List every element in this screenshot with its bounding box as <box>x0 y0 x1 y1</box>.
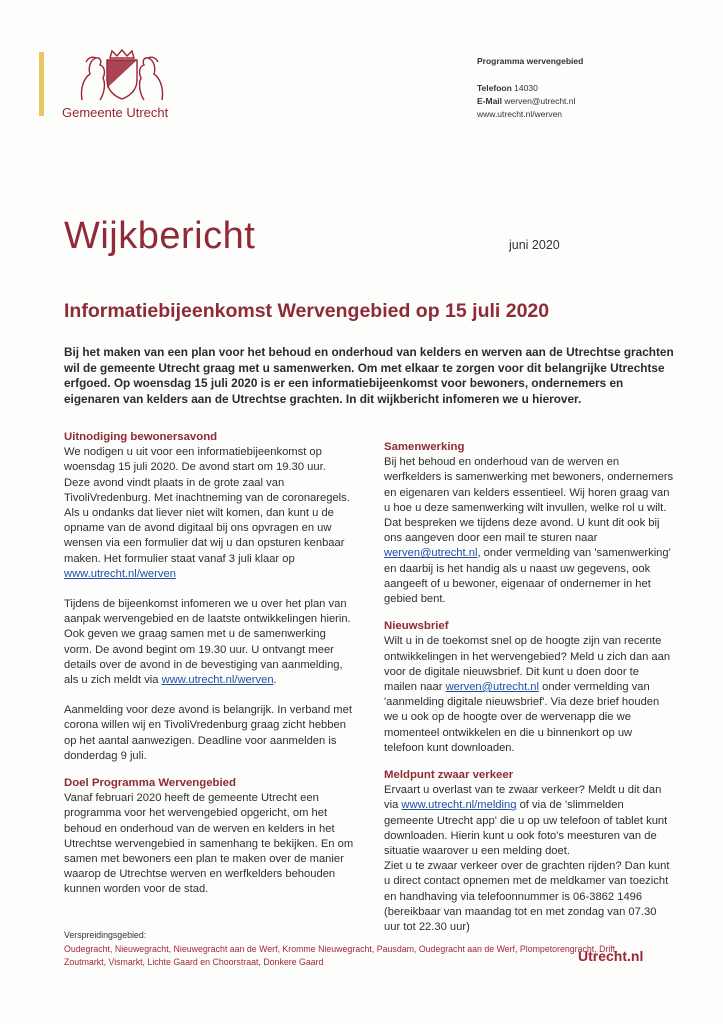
footer-brand[interactable]: Utrecht.nl <box>578 948 644 964</box>
contact-website[interactable]: www.utrecht.nl/werven <box>477 109 563 119</box>
phone-label: Telefoon <box>477 83 512 93</box>
nieuwsbrief-text: Wilt u in de toekomst snel op de hoogte zijn van recente ontwikkelingen in het wervengebied? Meld u zich dan aan voor de digitale nieuwsbrief. Dit kunt u doen door te mailen naar <box>384 635 671 694</box>
footer-label: Verspreidingsgebied: <box>64 930 147 940</box>
footer <box>64 929 624 970</box>
uitnodiging-text-2: Tijdens de bijeenkomst infomeren we u over het plan van aanpak wervengebied en de laatste ontwikkelingen hierin. Ook geven we graag samen met u de samenwerking vorm. De avond begint om 19.30 uur. U ontvangt meer details over de avond in de bevestiging van aanmelding, als u zich meldt via <box>64 598 351 687</box>
meldpunt-text-end: of via de 'slimmelden gemeente Utrecht app' die u op uw telefoon of tablet kunt downloaden. Hierin kunt u ook foto's meesturen van de situatie waarover u een melding doet. <box>384 799 668 858</box>
phone-value: 14030 <box>514 83 538 93</box>
doel-paragraph: Vanaf februari 2020 heeft de gemeente Utrecht een programma voor het wervengebied opgericht, om het behoud en onderhoud van de werven en kelders in het Utrechtse wervengebied in samenhang te bekijken. En om samen met bewoners een plan te maken over de manier waarop de Utrechtse werven en werfkelders behouden kunnen worden voor de stad. <box>64 792 354 896</box>
uitnodiging-paragraph-1 <box>64 445 354 582</box>
intro-paragraph: Bij het maken van een plan voor het behoud en onderhoud van kelders en werven aan de Utrechtse grachten wil de gemeente Utrecht graag met u samenwerken. Om met elkaar te zorgen voor dit belangrijke Utrechtse erfgoed. Op woensdag 15 juli 2020 is er een informatiebijeenkomst voor bewoners, ondernemers en eigenaren van kelders aan de Utrechtse grachten. In dit wijkbericht infomeren we u hierover. <box>64 345 674 406</box>
logo-text: Gemeente Utrecht <box>62 105 169 120</box>
email-label: E-Mail <box>477 96 503 106</box>
nieuwsbrief-paragraph <box>384 634 674 756</box>
accent-bar <box>39 52 44 116</box>
left-column <box>64 430 354 898</box>
uitnodiging-text-2-end: . <box>273 674 277 687</box>
email-value[interactable]: werven@utrecht.nl <box>504 96 576 106</box>
section-heading-doel: Doel Programma Wervengebied <box>64 777 236 790</box>
logo <box>62 48 182 128</box>
uitnodiging-text-1: We nodigen u uit voor een informatiebijeenkomst op woensdag 15 juli 2020. De avond start om 19.30 uur. Deze avond vindt plaats in de grote zaal van TivoliVredenburg. Met inachtneming van de coronaregels. Als u ondanks dat liever niet wilt komen, dan kunt u de opname van de avond digitaal bij ons opvragen en uw wensen via een formulier dat wij u dan opsturen kenbaar maken. Het formulier staat vanaf 3 juli klaar op <box>64 446 350 565</box>
werven-link-2[interactable]: www.utrecht.nl/werven <box>161 674 274 687</box>
uitnodiging-paragraph-2 <box>64 597 354 688</box>
contact-title: Programma wervengebied <box>477 56 584 66</box>
meldpunt-paragraph-1 <box>384 783 674 859</box>
section-heading-samenwerking: Samenwerking <box>384 441 465 453</box>
meldpunt-text: Ervaart u overlast van te zwaar verkeer? Meldt u dit dan via <box>384 784 662 812</box>
document-date: juni 2020 <box>509 238 560 252</box>
samenwerking-paragraph <box>384 455 674 607</box>
coat-of-arms-icon <box>76 48 168 104</box>
contact-phone-line <box>477 82 583 95</box>
section-heading-meldpunt: Meldpunt zwaar verkeer <box>384 769 514 782</box>
contact-email-line <box>477 95 583 108</box>
samenwerking-text: Bij het behoud en onderhoud van de werven en werfkelders is samenwerking met bewoners, ondernemers en eigenaren van kelders essentieel. Wij horen graag van u hoe u deze samenwerking wilt invullen, welke rol u wilt. Dat bespreken we tijdens deze avond. U kunt dit ook bij ons aangeven door een mail te sturen naar <box>384 456 674 545</box>
section-heading-nieuwsbrief: Nieuwsbrief <box>384 620 449 633</box>
section-heading-uitnodiging: Uitnodiging bewonersavond <box>64 431 218 443</box>
werven-link-1[interactable]: www.utrecht.nl/werven <box>64 567 176 580</box>
footer-areas: Oudegracht, Nieuwegracht, Nieuwegracht aan de Werf, Kromme Nieuwegracht, Pausdam, Oudegracht aan de Werf, Plompetorengracht, Drift, Zoutmarkt, Vismarkt, Lichte Gaard en Choorstraat, Donkere Gaard <box>64 943 618 967</box>
headline: Informatiebijeenkomst Wervengebied op 15 juli 2020 <box>64 300 550 322</box>
samenwerking-text-end: , onder vermelding van 'samenwerking' en daarbij is het handig als u naast uw gegevens, ook aangeeft of u bewoner, eigenaar of ondernemer in het gebied bent. <box>384 547 671 606</box>
document-title: Wijkbericht <box>64 215 256 257</box>
meldpunt-paragraph-2: Ziet u te zwaar verkeer over de grachten rijden? Dan kunt u direct contact opnemen met de meldkamer van toezicht en handhaving via telefoonnummer is 06-3862 1496 (bereikbaar van maandag tot en met zondag van 07.30 uur tot 22.30 uur) <box>384 860 670 934</box>
melding-link[interactable]: www.utrecht.nl/melding <box>401 799 517 812</box>
samenwerking-email-link[interactable]: werven@utrecht.nl <box>384 547 478 560</box>
uitnodiging-paragraph-3: Aanmelding voor deze avond is belangrijk. In verband met corona willen wij en TivoliVredenburg graag zicht hebben op het aantal aanwezigen. Deadline voor aanmelden is donderdag 9 juli. <box>64 704 352 762</box>
right-column <box>384 440 674 935</box>
nieuwsbrief-email-link[interactable]: werven@utrecht.nl <box>445 681 540 694</box>
contact-block <box>477 55 583 121</box>
nieuwsbrief-text-end: onder vermelding van 'aanmelding digitale nieuwsbrief'. Via deze brief houden we u ook op de hoogte over de wervenapp die we momenteel ontwikkelen en die u binnenkort op uw telefoon kunt downloaden. <box>384 681 660 754</box>
